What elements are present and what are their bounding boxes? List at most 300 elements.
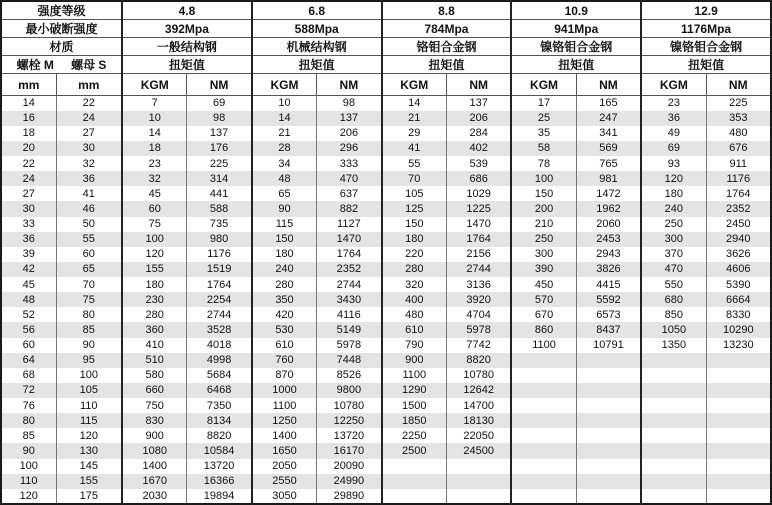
table-cell: 9800	[317, 383, 382, 398]
torque-value-label: 扭矩值	[252, 56, 382, 74]
table-cell: 225	[187, 156, 252, 171]
table-cell: 155	[56, 474, 122, 489]
table-cell: 900	[122, 428, 187, 443]
table-cell: 130	[56, 443, 122, 458]
table-cell	[706, 368, 771, 383]
table-cell	[576, 443, 641, 458]
table-cell: 65	[252, 186, 317, 201]
table-cell: 5592	[576, 292, 641, 307]
table-cell: 32	[56, 156, 122, 171]
table-cell: 1080	[122, 443, 187, 458]
table-cell: 2060	[576, 217, 641, 232]
table-cell	[382, 474, 447, 489]
table-row	[1, 126, 771, 141]
table-row	[1, 383, 771, 398]
table-cell: 402	[446, 141, 511, 156]
table-cell: 1400	[252, 428, 317, 443]
table-cell: 60	[1, 338, 56, 353]
table-cell: 4116	[317, 307, 382, 322]
grade-row	[1, 1, 771, 20]
table-cell: 1764	[317, 247, 382, 262]
table-cell: 390	[511, 262, 576, 277]
table-cell: 1764	[446, 232, 511, 247]
table-cell: 137	[187, 126, 252, 141]
table-cell: 13720	[317, 428, 382, 443]
table-cell	[706, 413, 771, 428]
table-cell: 1100	[382, 368, 447, 383]
table-cell: 10	[122, 111, 187, 126]
material-row	[1, 38, 771, 56]
table-cell: 76	[1, 398, 56, 413]
table-cell: 27	[1, 186, 56, 201]
table-cell: 550	[641, 277, 706, 292]
table-cell: 1500	[382, 398, 447, 413]
table-cell	[382, 489, 447, 504]
material-value: 一般结构钢	[122, 38, 252, 56]
kgm-label: KGM	[511, 74, 576, 96]
table-cell	[641, 443, 706, 458]
table-cell: 120	[56, 428, 122, 443]
table-cell: 4704	[446, 307, 511, 322]
table-cell: 150	[511, 186, 576, 201]
table-cell: 314	[187, 171, 252, 186]
table-cell: 470	[317, 171, 382, 186]
table-cell	[641, 428, 706, 443]
table-cell: 3626	[706, 247, 771, 262]
table-cell: 115	[252, 217, 317, 232]
table-cell: 670	[511, 307, 576, 322]
table-cell: 3050	[252, 489, 317, 504]
unit-mm-label: mm	[1, 74, 56, 96]
table-cell: 110	[1, 474, 56, 489]
table-cell: 280	[382, 262, 447, 277]
table-cell: 65	[56, 262, 122, 277]
table-cell	[641, 459, 706, 474]
table-cell: 98	[187, 111, 252, 126]
table-cell: 30	[56, 141, 122, 156]
table-row	[1, 307, 771, 322]
table-row	[1, 398, 771, 413]
grade-8-8: 8.8	[382, 1, 512, 20]
table-cell: 80	[56, 307, 122, 322]
table-cell: 5978	[317, 338, 382, 353]
material-value: 镍铬钼合金钢	[641, 38, 771, 56]
table-cell: 58	[511, 141, 576, 156]
torque-value-label: 扭矩值	[511, 56, 641, 74]
table-cell: 19894	[187, 489, 252, 504]
table-cell	[511, 353, 576, 368]
table-cell: 21	[382, 111, 447, 126]
table-cell: 680	[641, 292, 706, 307]
table-cell: 39	[1, 247, 56, 262]
table-cell: 3826	[576, 262, 641, 277]
table-cell: 23	[122, 156, 187, 171]
table-cell	[641, 413, 706, 428]
table-cell: 4606	[706, 262, 771, 277]
table-cell: 12642	[446, 383, 511, 398]
table-cell: 49	[641, 126, 706, 141]
torque-value-label: 扭矩值	[382, 56, 512, 74]
table-cell: 860	[511, 322, 576, 337]
table-cell	[576, 459, 641, 474]
table-cell: 530	[252, 322, 317, 337]
table-row	[1, 292, 771, 307]
table-cell	[641, 474, 706, 489]
grade-6-8: 6.8	[252, 1, 382, 20]
table-cell	[576, 398, 641, 413]
table-cell: 25	[511, 111, 576, 126]
table-cell: 85	[56, 322, 122, 337]
table-cell	[576, 489, 641, 504]
table-cell: 8134	[187, 413, 252, 428]
table-cell: 8330	[706, 307, 771, 322]
table-row	[1, 171, 771, 186]
table-cell: 46	[56, 201, 122, 216]
table-cell: 14700	[446, 398, 511, 413]
table-cell: 120	[122, 247, 187, 262]
strength-grade-label: 强度等级	[1, 1, 122, 20]
table-cell: 100	[1, 459, 56, 474]
table-cell: 410	[122, 338, 187, 353]
table-cell: 120	[641, 171, 706, 186]
table-cell: 300	[641, 232, 706, 247]
table-cell: 48	[252, 171, 317, 186]
table-cell: 90	[56, 338, 122, 353]
table-cell: 18	[1, 126, 56, 141]
table-cell	[576, 368, 641, 383]
table-cell: 68	[1, 368, 56, 383]
table-cell: 735	[187, 217, 252, 232]
table-cell	[576, 474, 641, 489]
table-cell: 341	[576, 126, 641, 141]
table-cell: 10791	[576, 338, 641, 353]
table-cell: 284	[446, 126, 511, 141]
table-cell: 2254	[187, 292, 252, 307]
table-cell: 7742	[446, 338, 511, 353]
table-cell: 29890	[317, 489, 382, 504]
table-cell	[511, 368, 576, 383]
table-cell: 56	[1, 322, 56, 337]
table-cell	[641, 368, 706, 383]
table-cell: 1000	[252, 383, 317, 398]
table-cell	[511, 459, 576, 474]
table-cell: 1764	[187, 277, 252, 292]
table-cell: 1225	[446, 201, 511, 216]
table-cell: 1850	[382, 413, 447, 428]
table-cell: 610	[252, 338, 317, 353]
material-value: 铬钼合金钢	[382, 38, 512, 56]
table-cell: 30	[1, 201, 56, 216]
table-cell: 2943	[576, 247, 641, 262]
table-cell: 470	[641, 262, 706, 277]
table-cell: 16	[1, 111, 56, 126]
table-cell	[706, 353, 771, 368]
table-cell	[382, 459, 447, 474]
table-cell: 145	[56, 459, 122, 474]
table-cell: 5390	[706, 277, 771, 292]
table-cell: 1350	[641, 338, 706, 353]
table-cell	[511, 428, 576, 443]
kgm-label: KGM	[252, 74, 317, 96]
table-cell: 100	[511, 171, 576, 186]
table-cell: 1400	[122, 459, 187, 474]
table-cell	[511, 383, 576, 398]
table-cell: 480	[706, 126, 771, 141]
nut-s-label: 螺母 S	[71, 58, 107, 72]
kgm-label: KGM	[382, 74, 447, 96]
table-cell: 539	[446, 156, 511, 171]
table-cell: 60	[122, 201, 187, 216]
table-cell: 1670	[122, 474, 187, 489]
strength-row	[1, 20, 771, 38]
table-cell: 480	[382, 307, 447, 322]
table-cell	[511, 413, 576, 428]
units-row	[1, 74, 771, 96]
table-row	[1, 96, 771, 111]
table-cell: 3136	[446, 277, 511, 292]
table-cell: 90	[1, 443, 56, 458]
table-cell: 441	[187, 186, 252, 201]
table-cell: 296	[317, 141, 382, 156]
table-cell: 911	[706, 156, 771, 171]
table-cell: 569	[576, 141, 641, 156]
table-row	[1, 353, 771, 368]
table-cell: 16170	[317, 443, 382, 458]
table-row	[1, 111, 771, 126]
table-cell: 3430	[317, 292, 382, 307]
table-cell: 240	[641, 201, 706, 216]
table-cell: 41	[56, 186, 122, 201]
table-cell: 14	[252, 111, 317, 126]
table-cell: 2744	[317, 277, 382, 292]
table-cell: 45	[122, 186, 187, 201]
table-cell: 353	[706, 111, 771, 126]
table-row	[1, 459, 771, 474]
table-cell: 1519	[187, 262, 252, 277]
table-cell: 5149	[317, 322, 382, 337]
table-header	[1, 1, 771, 96]
table-row	[1, 141, 771, 156]
table-row	[1, 156, 771, 171]
table-cell: 36	[56, 171, 122, 186]
table-cell: 50	[56, 217, 122, 232]
table-cell: 1764	[706, 186, 771, 201]
torque-value-label: 扭矩值	[641, 56, 771, 74]
table-cell	[511, 398, 576, 413]
table-cell: 10	[252, 96, 317, 111]
table-cell: 660	[122, 383, 187, 398]
table-cell: 14	[382, 96, 447, 111]
table-cell: 120	[1, 489, 56, 504]
table-cell	[641, 383, 706, 398]
table-cell: 760	[252, 353, 317, 368]
table-cell	[641, 353, 706, 368]
table-cell: 24990	[317, 474, 382, 489]
table-row	[1, 413, 771, 428]
table-row	[1, 338, 771, 353]
table-cell: 765	[576, 156, 641, 171]
table-cell: 8437	[576, 322, 641, 337]
table-cell: 16366	[187, 474, 252, 489]
table-cell: 69	[641, 141, 706, 156]
table-cell: 28	[252, 141, 317, 156]
table-cell: 320	[382, 277, 447, 292]
table-cell: 1470	[446, 217, 511, 232]
table-cell: 23	[641, 96, 706, 111]
table-cell: 24	[56, 111, 122, 126]
table-cell	[706, 489, 771, 504]
table-cell: 12250	[317, 413, 382, 428]
strength-value: 784Mpa	[382, 20, 512, 38]
table-cell: 200	[511, 201, 576, 216]
table-cell: 420	[252, 307, 317, 322]
table-row	[1, 443, 771, 458]
table-row	[1, 368, 771, 383]
table-cell: 1176	[187, 247, 252, 262]
table-cell: 95	[56, 353, 122, 368]
table-cell: 1470	[317, 232, 382, 247]
unit-mm-label: mm	[56, 74, 122, 96]
table-cell: 75	[122, 217, 187, 232]
table-cell: 3528	[187, 322, 252, 337]
table-cell: 80	[1, 413, 56, 428]
table-cell: 2050	[252, 459, 317, 474]
table-cell: 750	[122, 398, 187, 413]
table-cell: 981	[576, 171, 641, 186]
table-cell: 250	[641, 217, 706, 232]
table-cell: 686	[446, 171, 511, 186]
table-cell: 1029	[446, 186, 511, 201]
table-cell: 72	[1, 383, 56, 398]
table-cell: 1100	[511, 338, 576, 353]
table-cell: 8820	[446, 353, 511, 368]
table-cell: 32	[122, 171, 187, 186]
table-cell: 21	[252, 126, 317, 141]
torque-value-label: 扭矩值	[122, 56, 252, 74]
table-cell: 14	[122, 126, 187, 141]
table-row	[1, 201, 771, 216]
table-cell: 350	[252, 292, 317, 307]
table-cell: 450	[511, 277, 576, 292]
table-cell: 110	[56, 398, 122, 413]
table-row	[1, 247, 771, 262]
table-cell: 240	[252, 262, 317, 277]
table-cell: 206	[446, 111, 511, 126]
table-row	[1, 474, 771, 489]
table-cell: 3920	[446, 292, 511, 307]
table-row	[1, 232, 771, 247]
table-cell: 125	[382, 201, 447, 216]
nm-label: NM	[317, 74, 382, 96]
table-cell: 165	[576, 96, 641, 111]
table-cell: 36	[641, 111, 706, 126]
table-cell: 115	[56, 413, 122, 428]
table-cell	[576, 413, 641, 428]
grade-4-8: 4.8	[122, 1, 252, 20]
table-cell: 34	[252, 156, 317, 171]
table-row	[1, 322, 771, 337]
table-cell: 900	[382, 353, 447, 368]
table-cell: 2453	[576, 232, 641, 247]
table-cell: 1100	[252, 398, 317, 413]
table-cell: 100	[122, 232, 187, 247]
table-cell: 5684	[187, 368, 252, 383]
table-cell: 8526	[317, 368, 382, 383]
table-cell: 176	[187, 141, 252, 156]
table-cell: 637	[317, 186, 382, 201]
table-cell: 29	[382, 126, 447, 141]
table-row	[1, 428, 771, 443]
table-cell	[706, 383, 771, 398]
table-cell: 1472	[576, 186, 641, 201]
table-cell: 52	[1, 307, 56, 322]
table-cell: 35	[511, 126, 576, 141]
table-cell: 150	[252, 232, 317, 247]
table-cell: 78	[511, 156, 576, 171]
grade-10-9: 10.9	[511, 1, 641, 20]
table-cell: 4018	[187, 338, 252, 353]
table-cell: 22050	[446, 428, 511, 443]
table-cell: 90	[252, 201, 317, 216]
torque-row	[1, 56, 771, 74]
table-cell	[641, 489, 706, 504]
table-cell: 2156	[446, 247, 511, 262]
table-cell: 7448	[317, 353, 382, 368]
table-cell: 45	[1, 277, 56, 292]
table-cell	[446, 489, 511, 504]
table-row	[1, 277, 771, 292]
table-cell: 225	[706, 96, 771, 111]
table-cell	[706, 459, 771, 474]
table-cell: 2352	[317, 262, 382, 277]
table-cell: 7350	[187, 398, 252, 413]
table-cell: 5978	[446, 322, 511, 337]
bolt-m-label: 螺栓 M	[16, 58, 54, 72]
table-cell: 1176	[706, 171, 771, 186]
table-cell: 60	[56, 247, 122, 262]
table-cell: 27	[56, 126, 122, 141]
table-cell: 17	[511, 96, 576, 111]
table-cell	[576, 383, 641, 398]
table-cell: 2744	[187, 307, 252, 322]
table-cell: 180	[122, 277, 187, 292]
grade-12-9: 12.9	[641, 1, 771, 20]
table-cell: 7	[122, 96, 187, 111]
table-cell: 870	[252, 368, 317, 383]
table-row	[1, 262, 771, 277]
table-cell: 2550	[252, 474, 317, 489]
table-cell: 300	[511, 247, 576, 262]
table-cell: 180	[641, 186, 706, 201]
table-cell: 137	[317, 111, 382, 126]
table-cell	[576, 428, 641, 443]
table-cell: 55	[382, 156, 447, 171]
table-cell: 64	[1, 353, 56, 368]
table-cell: 33	[1, 217, 56, 232]
kgm-label: KGM	[122, 74, 187, 96]
table-cell: 13720	[187, 459, 252, 474]
table-cell	[706, 474, 771, 489]
table-cell: 41	[382, 141, 447, 156]
table-cell: 75	[56, 292, 122, 307]
table-cell: 790	[382, 338, 447, 353]
table-cell: 1127	[317, 217, 382, 232]
table-cell: 570	[511, 292, 576, 307]
table-cell: 8820	[187, 428, 252, 443]
kgm-label: KGM	[641, 74, 706, 96]
strength-value: 941Mpa	[511, 20, 641, 38]
table-cell	[706, 443, 771, 458]
